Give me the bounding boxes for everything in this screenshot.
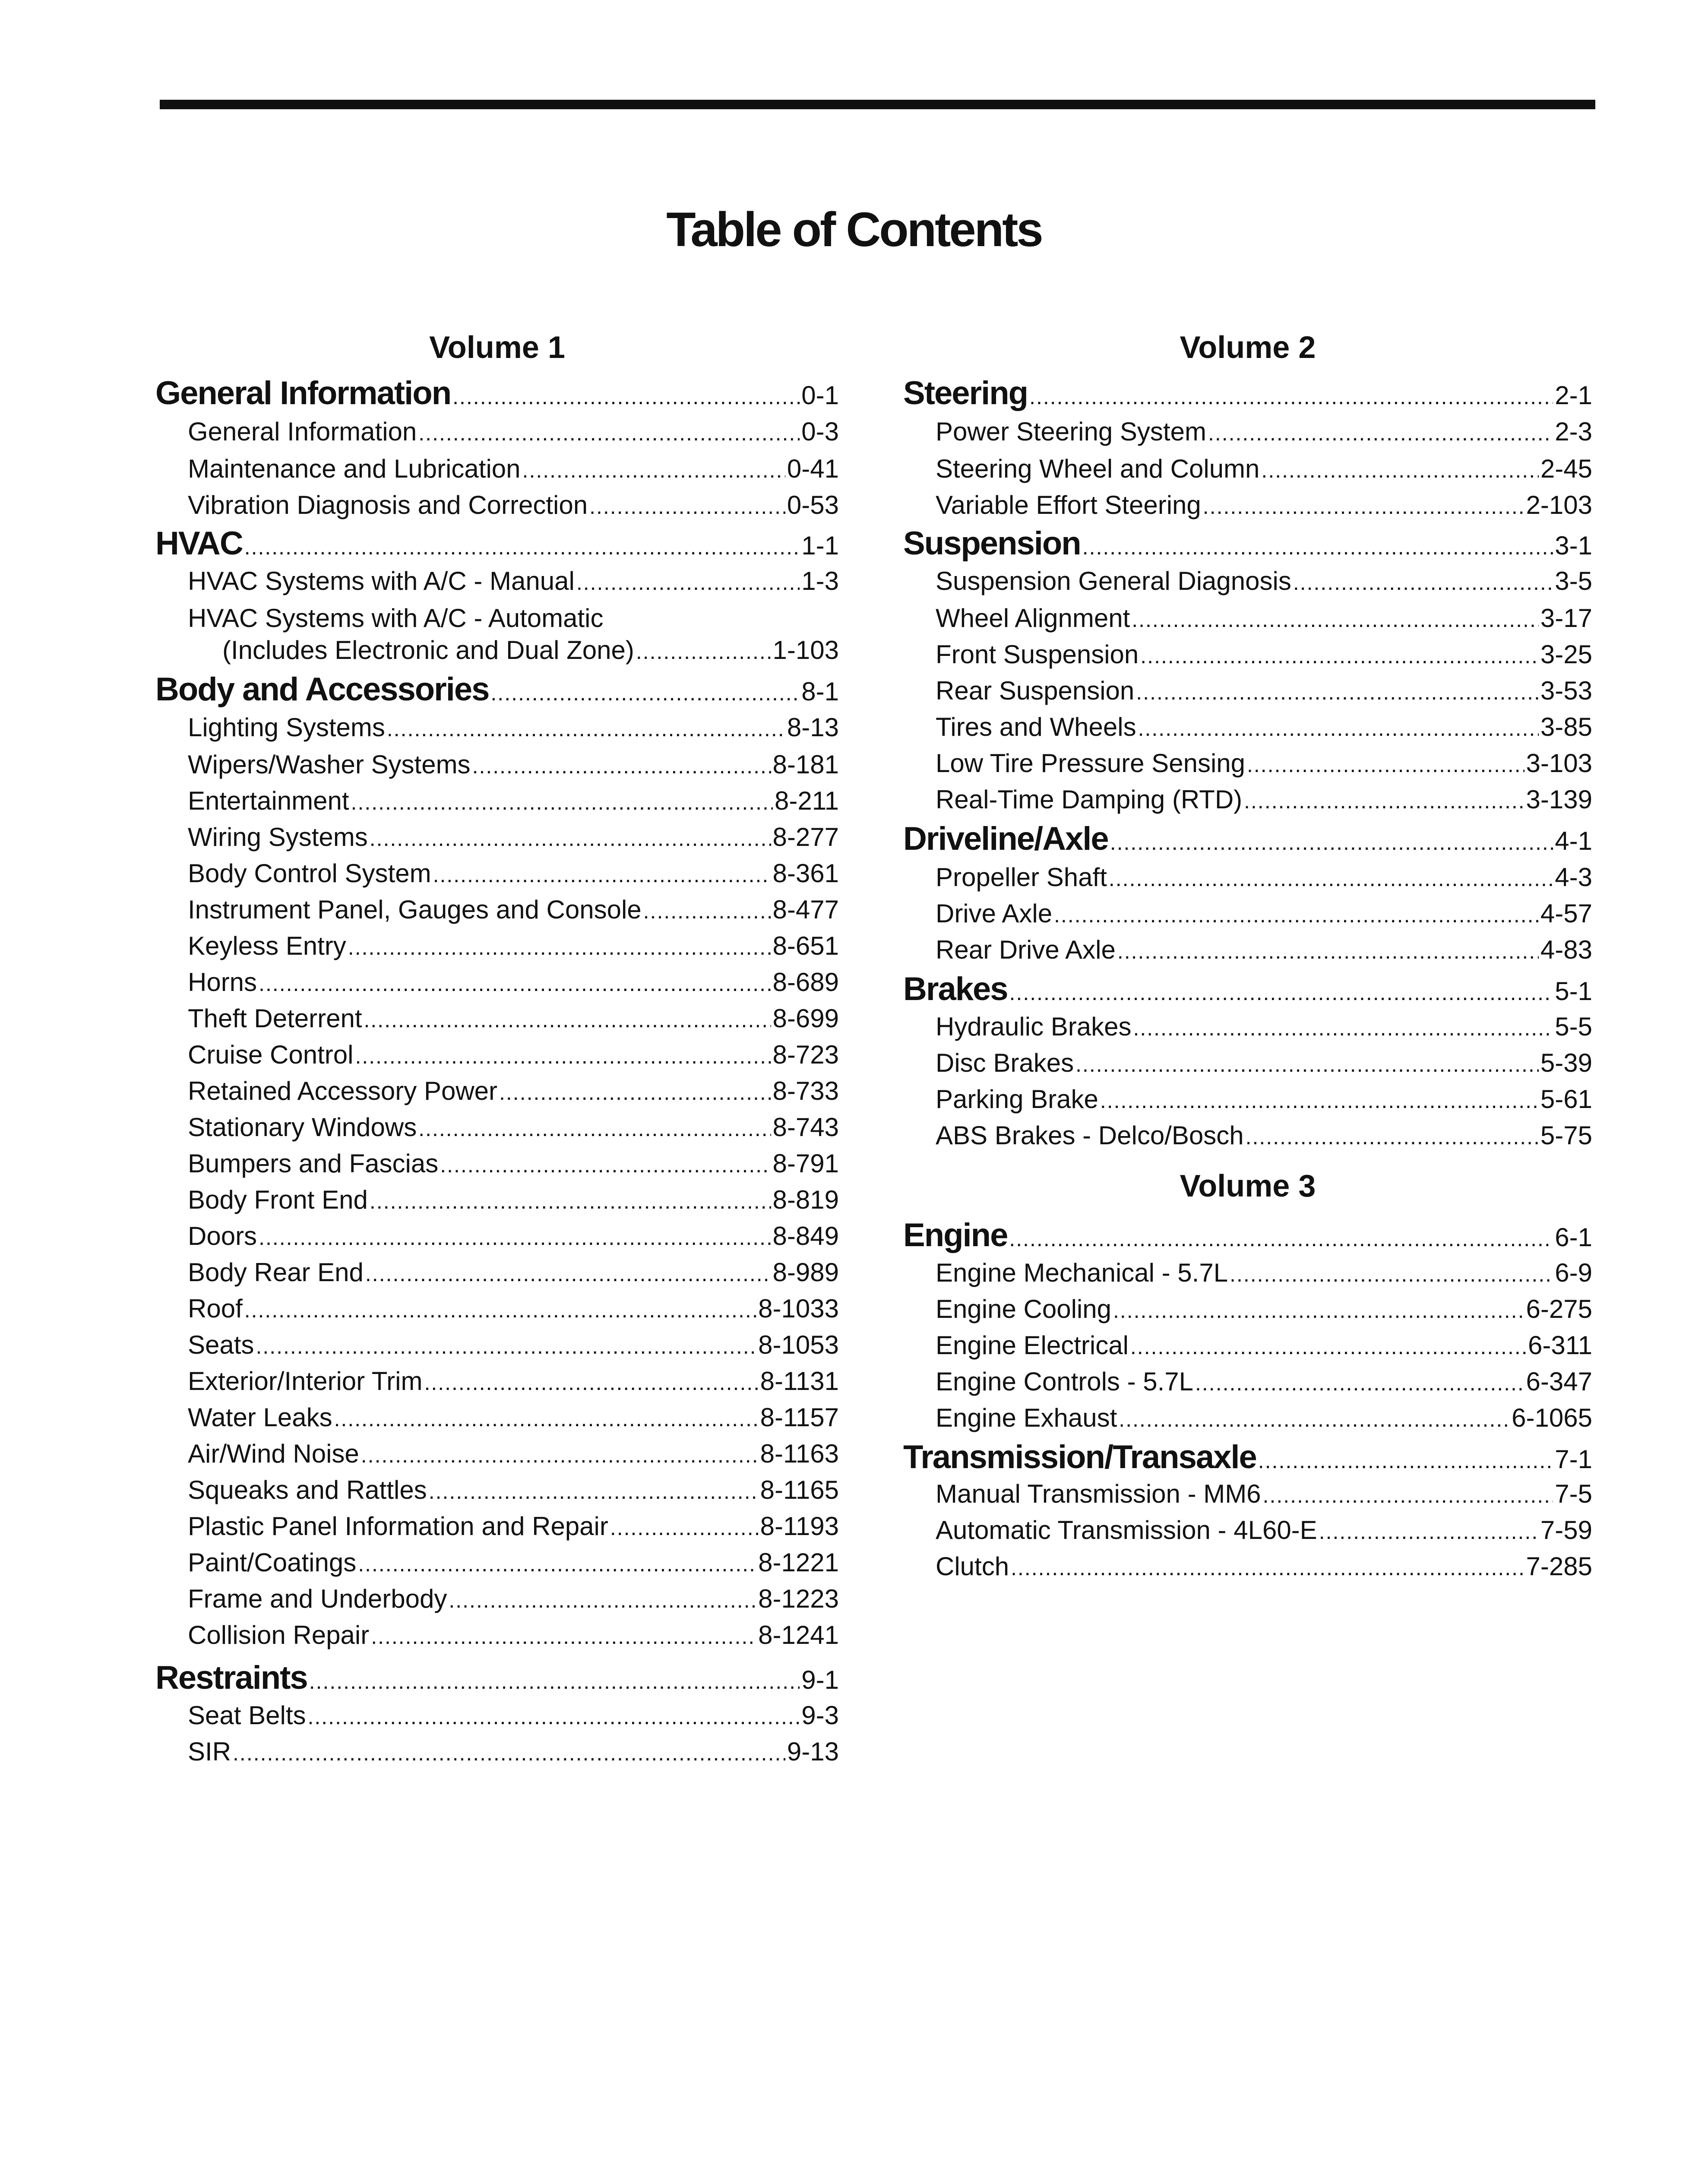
toc-label: Transmission/Transaxle: [903, 1439, 1256, 1475]
toc-section-restraints: [155, 1659, 839, 1701]
toc-label: Maintenance and Lubrication: [188, 454, 521, 483]
toc-page-number: 2-3: [1555, 417, 1592, 446]
toc-entry-power-steering-system: [903, 415, 1592, 450]
dot-leader: [1247, 747, 1525, 782]
toc-entry-clutch: [903, 1549, 1592, 1585]
toc-entry-engine-controls-5-7l: [903, 1364, 1592, 1400]
dot-leader: [370, 821, 771, 856]
toc-label: Body Rear End: [188, 1258, 364, 1287]
toc-label: Lighting Systems: [188, 713, 385, 742]
dot-leader: [490, 674, 800, 712]
toc-label: HVAC Systems with A/C - Manual: [188, 567, 575, 595]
toc-entry-frame-and-underbody: [155, 1582, 839, 1618]
toc-label: Hydraulic Brakes: [936, 1012, 1132, 1041]
toc-entry-general-information: [155, 415, 839, 450]
toc-entry-wiring-systems: [155, 820, 839, 856]
dot-leader: [1075, 1047, 1539, 1082]
dot-leader: [351, 785, 773, 820]
toc-page-number: 2-45: [1540, 454, 1592, 483]
toc-page-number: 6-9: [1555, 1258, 1592, 1287]
dot-leader: [418, 416, 800, 450]
dot-leader: [365, 1257, 771, 1291]
toc-entry-hydraulic-brakes: [903, 1010, 1592, 1045]
dot-leader: [472, 749, 771, 783]
volume-heading: Volume 1: [429, 330, 565, 365]
toc-label: Plastic Panel Information and Repair: [188, 1512, 608, 1541]
dot-leader: [1113, 1293, 1525, 1328]
toc-page-number: 7-5: [1555, 1479, 1592, 1508]
toc-label: Suspension General Diagnosis: [936, 567, 1291, 595]
toc-page-number: 3-17: [1540, 604, 1592, 633]
toc-page-number: 8-849: [772, 1222, 839, 1250]
toc-page-number: 8-1221: [758, 1548, 839, 1577]
toc-page-number: 8-477: [772, 895, 839, 924]
toc-page-number: 7-285: [1526, 1552, 1592, 1581]
toc-label: Rear Drive Axle: [936, 935, 1116, 964]
dot-leader: [1109, 861, 1553, 896]
dot-leader: [440, 1148, 771, 1182]
toc-label: Steering Wheel and Column: [936, 454, 1260, 483]
toc-label: General Information: [188, 417, 417, 446]
toc-entry-doors: [155, 1219, 839, 1255]
toc-page-number: 5-1: [1555, 977, 1592, 1006]
toc-entry-vibration-diagnosis-and-correction: [155, 488, 839, 524]
dot-leader: [1230, 1257, 1553, 1292]
dot-leader: [387, 712, 785, 746]
toc-page-number: 9-13: [787, 1737, 839, 1766]
toc-entry-parking-brake: [903, 1082, 1592, 1118]
dot-leader: [1203, 489, 1525, 524]
toc-page-number: 5-61: [1540, 1085, 1592, 1114]
dot-leader: [244, 1293, 756, 1327]
dot-leader: [233, 1736, 785, 1770]
toc-label: Rear Suspension: [936, 676, 1135, 705]
dot-leader: [576, 565, 800, 600]
toc-label: Roof: [188, 1294, 243, 1323]
toc-page-number: 8-361: [772, 859, 839, 888]
toc-entry-body-front-end: [155, 1183, 839, 1219]
left-column: [155, 0, 839, 2159]
toc-page-number: 1-1: [801, 531, 839, 560]
toc-entry-air-wind-noise: [155, 1437, 839, 1472]
toc-entry-bumpers-and-fascias: [155, 1146, 839, 1182]
dot-leader: [1130, 1330, 1526, 1364]
dot-leader: [1244, 784, 1524, 818]
toc-section-hvac: [155, 524, 839, 567]
toc-label: Steering: [903, 375, 1028, 412]
toc-entry-engine-cooling: [903, 1292, 1592, 1328]
dot-leader: [1119, 1402, 1510, 1437]
toc-label: Wipers/Washer Systems: [188, 750, 471, 779]
toc-page-number: 8-1241: [758, 1621, 839, 1649]
dot-leader: [1011, 1551, 1524, 1585]
toc-entry-roof: [155, 1292, 839, 1327]
toc-label: Stationary Windows: [188, 1113, 417, 1142]
dot-leader: [429, 1474, 759, 1509]
toc-entry-includes-electronic-and-dual-zone: [155, 633, 839, 669]
toc-label: Retained Accessory Power: [188, 1076, 498, 1105]
toc-page-number: 1-103: [772, 636, 839, 665]
toc-page-number: 6-1: [1555, 1223, 1592, 1252]
toc-entry-tires-and-wheels: [903, 710, 1592, 746]
toc-label: Suspension: [903, 525, 1081, 562]
dot-leader: [418, 1111, 771, 1146]
toc-page-number: 9-1: [801, 1665, 839, 1694]
toc-page-number: 3-1: [1555, 531, 1592, 560]
toc-entry-drive-axle: [903, 896, 1592, 932]
dot-leader: [1132, 602, 1539, 637]
toc-page-number: 0-3: [801, 417, 839, 446]
dot-leader: [1208, 416, 1553, 450]
toc-label: Squeaks and Rattles: [188, 1475, 427, 1504]
dot-leader: [522, 453, 785, 488]
toc-entry-exterior-interior-trim: [155, 1364, 839, 1400]
toc-entry-body-rear-end: [155, 1255, 839, 1291]
dot-leader: [361, 1438, 759, 1472]
dot-leader: [643, 894, 771, 928]
toc-label: Variable Effort Steering: [936, 491, 1201, 519]
toc-label: Body Front End: [188, 1185, 368, 1214]
toc-page-number: 8-1165: [760, 1475, 839, 1504]
toc-page-number: 4-3: [1555, 863, 1592, 892]
toc-label: Drive Axle: [936, 899, 1053, 928]
toc-entry-entertainment: [155, 784, 839, 820]
toc-page-number: 3-139: [1526, 785, 1592, 814]
toc-label: Entertainment: [188, 786, 349, 815]
toc-label: Body and Accessories: [155, 671, 489, 708]
toc-entry-engine-electrical: [903, 1328, 1592, 1364]
toc-page-number: 5-5: [1555, 1012, 1592, 1041]
toc-entry-rear-suspension: [903, 674, 1592, 709]
dot-leader: [364, 1003, 771, 1037]
toc-page-number: 2-1: [1555, 381, 1592, 410]
toc-label: Seats: [188, 1330, 254, 1359]
volume-heading: Volume 2: [1180, 330, 1316, 365]
toc-label: Paint/Coatings: [188, 1548, 357, 1577]
dot-leader: [244, 528, 800, 567]
toc-section-engine: [903, 1216, 1592, 1258]
toc-label: General Information: [155, 375, 451, 412]
dot-leader: [370, 1184, 771, 1219]
dot-leader: [1140, 639, 1539, 673]
toc-entry-seat-belts: [155, 1698, 839, 1734]
dot-leader: [259, 966, 771, 1001]
dot-leader: [1246, 1120, 1539, 1154]
toc-section-suspension: [903, 524, 1592, 567]
toc-label: Seat Belts: [188, 1701, 306, 1730]
toc-page-number: 8-989: [772, 1258, 839, 1287]
toc-label: ABS Brakes - Delco/Bosch: [936, 1121, 1244, 1150]
toc-page-number: 8-181: [772, 750, 839, 779]
toc-page-number: 8-699: [772, 1004, 839, 1033]
dot-leader: [309, 1662, 800, 1701]
toc-page-number: 3-5: [1555, 567, 1592, 595]
toc-label: Power Steering System: [936, 417, 1206, 446]
toc-label: Manual Transmission - MM6: [936, 1479, 1261, 1508]
toc-entry-stationary-windows: [155, 1110, 839, 1146]
toc-entry-automatic-transmission-4l60-e: [903, 1513, 1592, 1549]
dot-leader: [1054, 898, 1539, 932]
toc-page-number: 8-689: [772, 968, 839, 997]
dot-leader: [610, 1510, 759, 1545]
toc-label: Instrument Panel, Gauges and Console: [188, 895, 642, 924]
dot-leader: [259, 1220, 771, 1255]
toc-page-number: 8-651: [772, 931, 839, 960]
toc-section-driveline-axle: [903, 820, 1592, 862]
toc-entry-cruise-control: [155, 1038, 839, 1073]
right-column: [903, 0, 1592, 2159]
toc-section-body-and-accessories: [155, 670, 839, 712]
toc-page-number: 8-1: [801, 677, 839, 706]
dot-leader: [1117, 934, 1539, 969]
volume-heading: Volume 3: [1180, 1169, 1316, 1203]
toc-label: Engine Electrical: [936, 1331, 1129, 1360]
toc-page-number: 8-1163: [760, 1439, 839, 1468]
toc-entry-engine-mechanical-5-7l: [903, 1256, 1592, 1292]
toc-label: Theft Deterrent: [188, 1004, 362, 1033]
toc-page-number: 1-3: [801, 567, 839, 595]
toc-page-number: 8-1193: [760, 1512, 839, 1541]
toc-entry-collision-repair: [155, 1618, 839, 1654]
toc-entry-horns: [155, 965, 839, 1001]
toc-page-number: 6-1065: [1512, 1403, 1592, 1432]
toc-entry-paint-coatings: [155, 1545, 839, 1581]
toc-section-brakes: [903, 970, 1592, 1012]
dot-leader: [358, 1547, 756, 1581]
dot-leader: [1263, 1478, 1553, 1513]
dot-leader: [499, 1075, 771, 1110]
toc-label: Brakes: [903, 971, 1008, 1007]
toc-entry-lighting-systems: [155, 710, 839, 746]
toc-page-number: 6-347: [1526, 1367, 1592, 1396]
dot-leader: [1195, 1366, 1525, 1400]
toc-label: Engine: [903, 1217, 1008, 1254]
dot-leader: [449, 1583, 756, 1618]
dot-leader: [1009, 1219, 1553, 1258]
toc-page-number: 8-1033: [758, 1294, 839, 1323]
toc-label: Engine Cooling: [936, 1295, 1111, 1323]
dot-leader: [1082, 528, 1553, 567]
toc-entry-real-time-damping-rtd: [903, 782, 1592, 818]
dot-leader: [371, 1619, 756, 1654]
toc-section-steering: [903, 374, 1592, 416]
toc-entry-hvac-systems-with-a-c-manual: [155, 564, 839, 600]
dot-leader: [589, 489, 785, 524]
toc-page-number: 9-3: [801, 1701, 839, 1730]
toc-page-number: 6-311: [1528, 1331, 1592, 1360]
toc-page-number: 5-75: [1540, 1121, 1592, 1150]
toc-page-number: 8-791: [772, 1149, 839, 1178]
toc-entry-body-control-system: [155, 856, 839, 892]
dot-leader: [452, 377, 800, 416]
toc-entry-water-leaks: [155, 1400, 839, 1436]
toc-label: Driveline/Axle: [903, 820, 1108, 857]
toc-page-number: 8-211: [774, 786, 839, 815]
toc-label: Cruise Control: [188, 1040, 354, 1069]
toc-page-number: 8-13: [787, 713, 839, 742]
toc-page-number: 8-743: [772, 1113, 839, 1142]
dot-leader: [334, 1402, 759, 1436]
toc-page-number: 0-41: [787, 454, 839, 483]
dot-leader: [1029, 377, 1553, 416]
toc-page-number: 8-819: [772, 1185, 839, 1214]
toc-page-number: 3-25: [1540, 640, 1592, 669]
toc-label: Engine Controls - 5.7L: [936, 1367, 1194, 1396]
toc-entry-variable-effort-steering: [903, 488, 1592, 524]
toc-label: Engine Mechanical - 5.7L: [936, 1258, 1228, 1287]
toc-label: Doors: [188, 1222, 257, 1250]
dot-leader: [1138, 711, 1539, 746]
toc-entry-instrument-panel-gauges-and-console: [155, 893, 839, 928]
toc-entry-propeller-shaft: [903, 860, 1592, 896]
dot-leader: [424, 1365, 758, 1400]
toc-label: Parking Brake: [936, 1085, 1098, 1114]
toc-entry-engine-exhaust: [903, 1401, 1592, 1437]
toc-label: (Includes Electronic and Dual Zone): [222, 636, 634, 665]
dot-leader: [308, 1700, 800, 1734]
toc-entry-squeaks-and-rattles: [155, 1473, 839, 1509]
toc-entry-steering-wheel-and-column: [903, 452, 1592, 488]
toc-page-number: 4-83: [1540, 935, 1592, 964]
toc-entry-front-suspension: [903, 637, 1592, 673]
dot-leader: [1261, 453, 1538, 488]
toc-page-number: 8-1053: [758, 1330, 839, 1359]
toc-page-number: 6-275: [1526, 1295, 1592, 1323]
toc-label: Wheel Alignment: [936, 604, 1130, 633]
toc-label: HVAC: [155, 525, 243, 562]
toc-label: Automatic Transmission - 4L60-E: [936, 1516, 1317, 1545]
toc-label: Air/Wind Noise: [188, 1439, 359, 1468]
toc-label: Frame and Underbody: [188, 1584, 447, 1613]
page-title: Table of Contents: [666, 203, 1042, 256]
toc-page-number: 3-53: [1540, 676, 1592, 705]
dot-leader: [1293, 565, 1553, 600]
toc-label: Propeller Shaft: [936, 863, 1107, 892]
toc-entry-keyless-entry: [155, 929, 839, 965]
toc-label: Bumpers and Fascias: [188, 1149, 439, 1178]
toc-label: Vibration Diagnosis and Correction: [188, 491, 588, 519]
toc-label: Water Leaks: [188, 1403, 332, 1432]
toc-label: Front Suspension: [936, 640, 1139, 669]
toc-page-number: 3-85: [1540, 712, 1592, 741]
toc-entry-disc-brakes: [903, 1046, 1592, 1082]
dot-leader: [256, 1329, 756, 1364]
toc-page-number: 7-59: [1540, 1516, 1592, 1545]
dot-leader: [1136, 675, 1539, 709]
toc-page-number: 3-103: [1526, 749, 1592, 778]
toc-entry-wheel-alignment: [903, 601, 1592, 637]
toc-entry-maintenance-and-lubrication: [155, 452, 839, 488]
toc-label: Clutch: [936, 1552, 1009, 1581]
toc-label: Disc Brakes: [936, 1048, 1074, 1077]
toc-entry-low-tire-pressure-sensing: [903, 746, 1592, 782]
toc-page-number: 8-1223: [758, 1584, 839, 1613]
dot-leader: [433, 858, 771, 892]
toc-entry-continued: HVAC Systems with A/C - Automatic: [188, 604, 604, 633]
toc-label: SIR: [188, 1737, 231, 1766]
toc-page-number: 7-1: [1555, 1445, 1592, 1474]
toc-entry-rear-drive-axle: [903, 933, 1592, 969]
toc-section-general-information: [155, 374, 839, 416]
toc-entry-plastic-panel-information-and-repair: [155, 1509, 839, 1545]
dot-leader: [1009, 973, 1553, 1012]
toc-label: Keyless Entry: [188, 931, 346, 960]
toc-page-number: 8-277: [772, 823, 839, 852]
dot-leader: [1319, 1514, 1539, 1549]
dot-leader: [636, 634, 771, 669]
toc-label: Low Tire Pressure Sensing: [936, 749, 1246, 778]
dot-leader: [1100, 1083, 1539, 1118]
toc-section-transmission-transaxle: [903, 1438, 1592, 1480]
toc-label: Horns: [188, 968, 257, 997]
toc-entry-manual-transmission-mm6: [903, 1477, 1592, 1513]
toc-page-number: 5-39: [1540, 1048, 1592, 1077]
toc-page-number: 4-1: [1555, 826, 1592, 855]
toc-page-number: 0-53: [787, 491, 839, 519]
dot-leader: [1258, 1441, 1553, 1480]
toc-entry-wipers-washer-systems: [155, 747, 839, 783]
toc-label: Wiring Systems: [188, 823, 368, 852]
toc-label: Engine Exhaust: [936, 1403, 1117, 1432]
toc-label: Tires and Wheels: [936, 712, 1136, 741]
toc-page-number: 8-1131: [760, 1367, 839, 1396]
dot-leader: [1110, 823, 1553, 862]
dot-leader: [355, 1039, 771, 1073]
toc-page-number: 2-103: [1526, 491, 1592, 519]
toc-entry-theft-deterrent: [155, 1001, 839, 1037]
dot-leader: [348, 930, 771, 965]
dot-leader: [1133, 1011, 1553, 1045]
toc-label: Collision Repair: [188, 1621, 370, 1649]
toc-page-number: 8-733: [772, 1076, 839, 1105]
toc-page-number: 8-1157: [760, 1403, 839, 1432]
toc-page-number: 0-1: [801, 381, 839, 410]
toc-page-number: 8-723: [772, 1040, 839, 1069]
toc-entry-abs-brakes-delco-bosch: [903, 1118, 1592, 1154]
toc-entry-retained-accessory-power: [155, 1074, 839, 1110]
toc-entry-suspension-general-diagnosis: [903, 564, 1592, 600]
toc-label: Real-Time Damping (RTD): [936, 785, 1243, 814]
toc-entry-seats: [155, 1328, 839, 1364]
toc-label: Body Control System: [188, 859, 431, 888]
toc-label: Exterior/Interior Trim: [188, 1367, 423, 1396]
toc-entry-sir: [155, 1735, 839, 1770]
toc-page-number: 4-57: [1540, 899, 1592, 928]
toc-label: Restraints: [155, 1659, 307, 1696]
